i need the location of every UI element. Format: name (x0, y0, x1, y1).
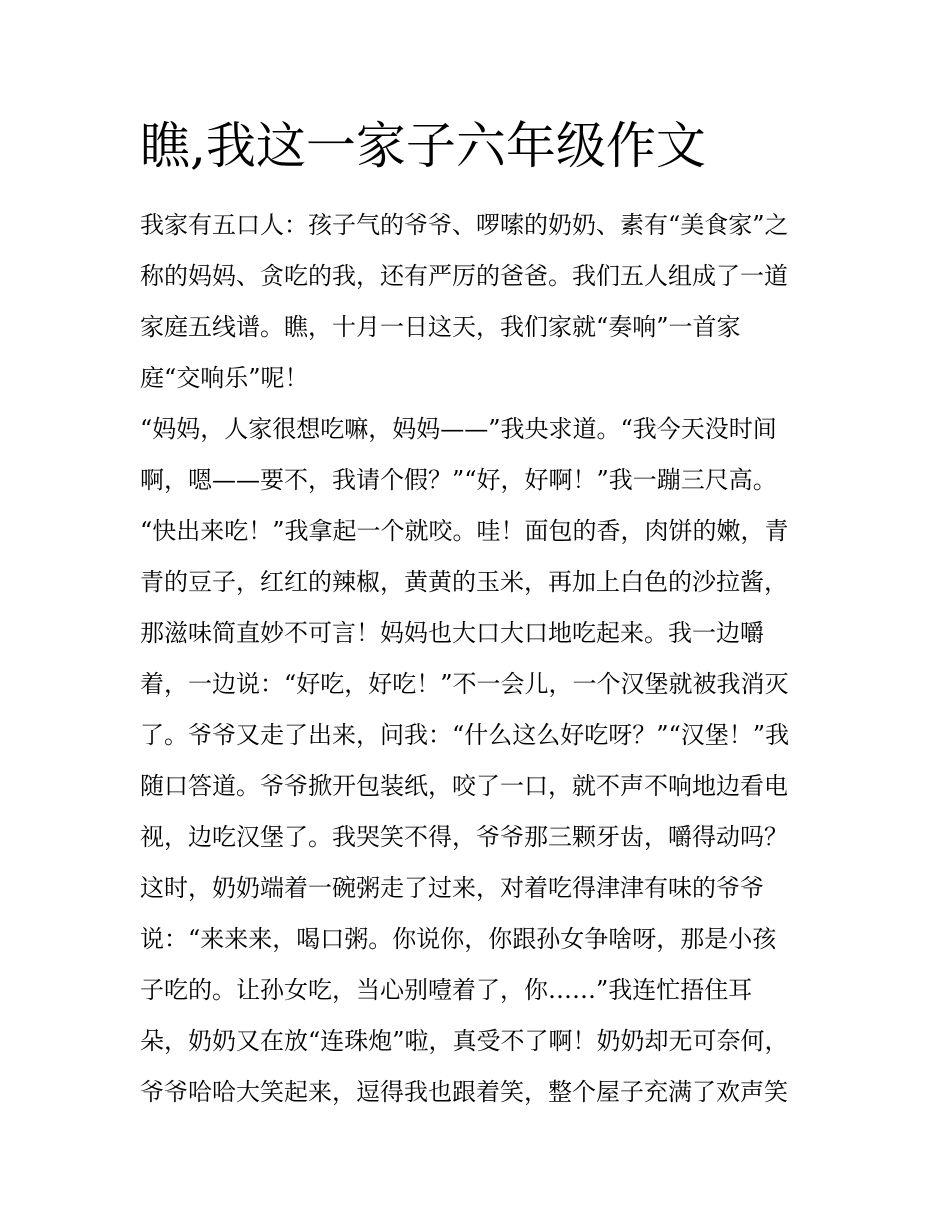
text-line: 随口答道。爷爷掀开包装纸，咬了一口，就不声不响地边看电 (140, 772, 788, 800)
text-line: 爷爷哈哈大笑起来，逗得我也跟着笑，整个屋子充满了欢声笑 (140, 1078, 788, 1106)
text-line: 啊，嗯——要不，我请个假？”“好，好啊！”我一蹦三尺高。 (140, 466, 777, 494)
text-line: “妈妈，人家很想吃嘛，妈妈——”我央求道。“我今天没时间 (140, 415, 777, 443)
text-line: 子吃的。让孙女吃，当心别噎着了，你……”我连忙捂住耳 (140, 976, 753, 1004)
text-line: 称的妈妈、贪吃的我，还有严厉的爸爸。我们五人组成了一道 (140, 262, 788, 290)
text-line: 视，边吃汉堡了。我哭笑不得，爷爷那三颗牙齿，嚼得动吗？ (140, 823, 788, 851)
text-line: 朵，奶奶又在放“连珠炮”啦，真受不了啊！奶奶却无可奈何， (140, 1027, 789, 1055)
essay-body (140, 200, 820, 1118)
text-line: 家庭五线谱。瞧，十月一日这天，我们家就“奏响”一首家 (140, 313, 741, 341)
page-title: 瞧,我这一家子六年级作文 (140, 117, 706, 175)
text-line: 说：“来来来，喝口粥。你说你，你跟孙女争啥呀，那是小孩 (140, 925, 777, 953)
text-line: 我家有五口人：孩子气的爷爷、啰嗦的奶奶、素有“美食家”之 (140, 211, 789, 239)
text-line: 庭“交响乐”呢！ (140, 364, 309, 392)
text-line: 了。爷爷又走了出来，问我：“什么这么好吃呀？”“汉堡！”我 (140, 721, 790, 749)
text-line: “快出来吃！”我拿起一个就咬。哇！面包的香，肉饼的嫩，青 (140, 517, 789, 545)
text-line: 着，一边说：“好吃，好吃！”不一会儿，一个汉堡就被我消灭 (140, 670, 789, 698)
text-line: 青的豆子，红红的辣椒，黄黄的玉米，再加上白色的沙拉酱， (140, 568, 788, 596)
text-line: 这时，奶奶端着一碗粥走了过来，对着吃得津津有味的爷爷 (140, 874, 764, 902)
text-line: 那滋味简直妙不可言！妈妈也大口大口地吃起来。我一边嚼 (140, 619, 764, 647)
